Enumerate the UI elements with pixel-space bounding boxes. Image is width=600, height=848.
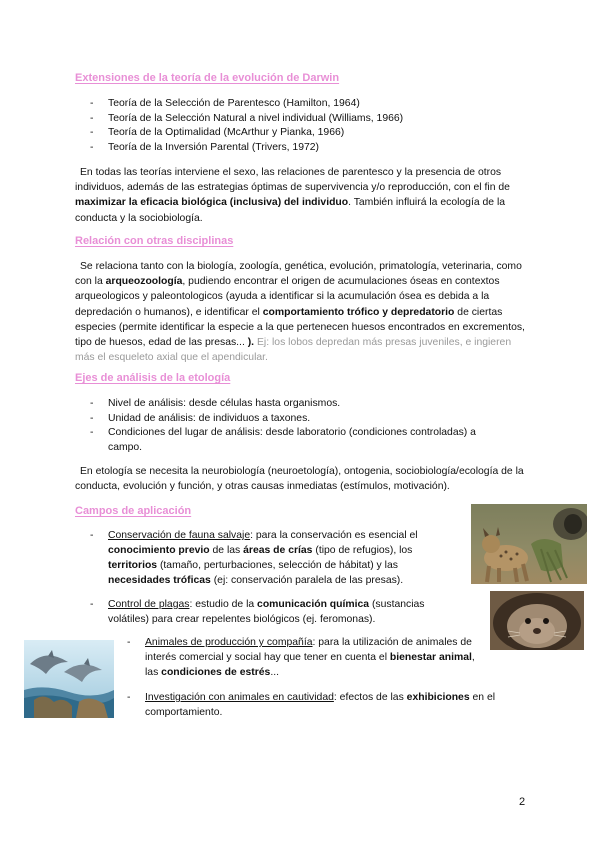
list-item: - Teoría de la Selección Natural a nivel individual (Williams, 1966) (90, 112, 510, 127)
dolphins-photo (24, 640, 114, 718)
example-note: Ej: los lobos depredan más presas juveniles, e ingieren más el esqueleto axial que el apendicular. (75, 337, 512, 364)
page-number: 2 (519, 796, 526, 808)
rodent-photo (490, 591, 584, 650)
paragraph-darwin-summary: En todas las teorías interviene el sexo, las relaciones de parentesco y la presencia de otros individuos, además de las estrategias óptimas de supervivencia y/o reproducción, con el fin de maximizar la eficacia biológica (inclusiva) del individuo. También influirá la ecología de la conducta y la sociobiología. (75, 167, 510, 224)
list-item: - Nivel de análisis: desde células hasta organismos. (90, 397, 510, 412)
ejes-list (90, 397, 510, 455)
campo-cautividad (127, 690, 527, 720)
heading-relacion-disciplinas: Relación con otras disciplinas (75, 235, 234, 247)
heading-campos-aplicacion: Campos de aplicación (75, 505, 192, 517)
list-item: - Teoría de la Inversión Parental (Trivers, 1972) (90, 141, 510, 156)
list-item: - Animales de producción y compañía: para la utilización de animales de interés comercial y social hay que tener en cuenta el bienestar animal, las condiciones de estrés... (127, 635, 482, 680)
campo-fauna (90, 528, 450, 588)
campo-animales (127, 635, 482, 680)
list-item: - Teoría de la Optimalidad (McArthur y Pianka, 1966) (90, 126, 510, 141)
heading-darwin-extensions: Extensiones de la teoría de la evolución de Darwin (75, 72, 340, 84)
list-item: - Condiciones del lugar de análisis: desde laboratorio (condiciones controladas) a campo. (90, 426, 510, 455)
darwin-theory-list (90, 97, 510, 155)
list-item: - Unidad de análisis: de individuos a taxones. (90, 412, 510, 427)
heading-ejes-analisis: Ejes de análisis de la etología (75, 372, 231, 384)
list-item: - Conservación de fauna salvaje: para la conservación es esencial el conocimiento previo de las áreas de crías (tipo de refugios), los territorios (tamaño, perturbaciones, selección de hábitat) y las necesidades tróficas (ej: conservación paralela de las presas). (90, 528, 450, 588)
paragraph-relacion: Se relaciona tanto con la biología, zoología, genética, evolución, primatología, veterinaria, como con la arqueozoología, pudiendo encontrar el origen de acumulaciones óseas en contextos arqueologicos y paleontologicos (ayuda a identificar si la acumulación ósea es debida a la depredación o humanos), e identificar el comportamiento trófico y depredatorio de ciertas especies (permite identificar la especie a la que pertenecen huesos encontrados en excrementos, tipo de huesos, edad de las presas... ). Ej: los lobos depredan más presas juveniles, e ingieren más el esqueleto axial que el apendicular. (75, 261, 525, 364)
paragraph-etologia: En etología se necesita la neurobiología (neuroetología), ontogenia, sociobiología/ecología de la conducta, evolución y función, y otras causas inmediatas (estímulos, motivación). (75, 466, 524, 493)
campo-plagas (90, 597, 450, 627)
list-item: - Investigación con animales en cautividad: efectos de las exhibiciones en el comportamiento. (127, 690, 527, 720)
list-item: - Control de plagas: estudio de la comunicación química (sustancias volátiles) para crear repelentes biológicos (ej. feromonas). (90, 597, 450, 627)
list-item: - Teoría de la Selección de Parentesco (Hamilton, 1964) (90, 97, 510, 112)
lynx-photo (471, 504, 587, 584)
